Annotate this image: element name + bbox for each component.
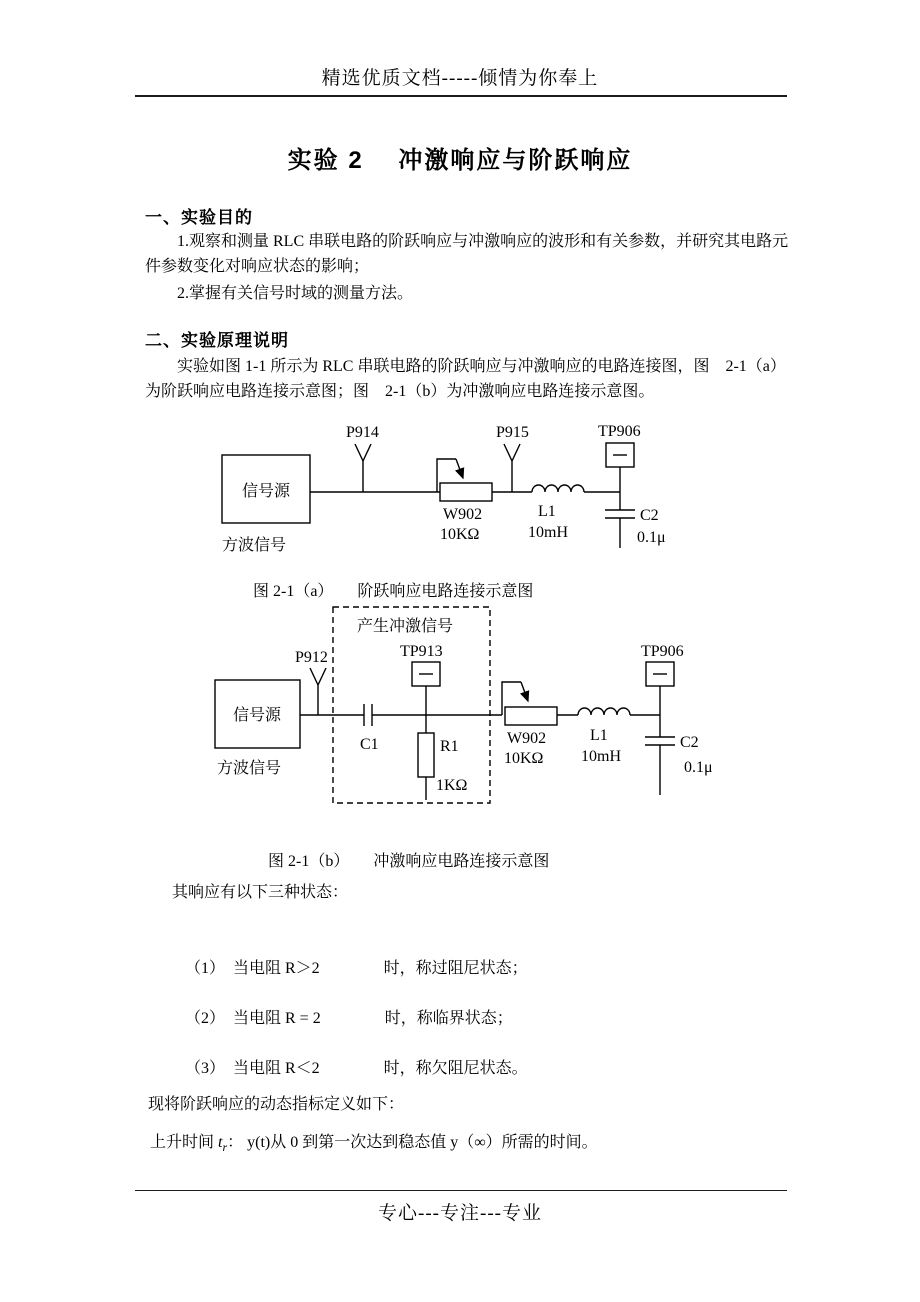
rise-time-subscript: r <box>222 1140 228 1155</box>
doc-title: 实验 2 冲激响应与阶跃响应 <box>287 147 633 174</box>
r1-value: 1KΩ <box>436 777 468 794</box>
footer-text: 专心---专注---专业 <box>378 1203 542 1224</box>
square-wave-label-a: 方波信号 <box>222 537 287 554</box>
l1-value-a: 10mH <box>528 524 568 541</box>
purpose-item-2: 2.掌握有关信号时域的测量方法。 <box>177 285 414 302</box>
rise-time-symbol: t <box>218 1134 223 1151</box>
square-wave-label-b: 方波信号 <box>217 760 282 777</box>
w902-value-b: 10KΩ <box>504 750 544 767</box>
test-point-tp906-a-icon <box>606 443 634 492</box>
states-intro: 其响应有以下三种状态： <box>172 884 349 901</box>
signal-source-label-b: 信号源 <box>232 707 282 724</box>
r1-label: R1 <box>440 738 459 755</box>
rise-time-prefix: 上升时间 <box>150 1134 219 1151</box>
impulse-box-label: 产生冲激信号 <box>357 618 454 635</box>
page-header <box>0 63 920 90</box>
principle-intro: 实验如图 1-1 所示为 RLC 串联电路的阶跃响应与冲激响应的电路连接图，图 2-1（a）为阶跃响应电路连接示意图；图 2-1（b）为冲激响应电路连接示意图。 <box>145 358 786 400</box>
potentiometer-w902-a-icon <box>437 459 492 501</box>
c2-value-a: 0.1μ <box>637 529 666 546</box>
c2-label-a: C2 <box>640 507 659 524</box>
page-footer <box>0 1198 920 1225</box>
l1-label-b: L1 <box>590 727 608 744</box>
tp913-label: TP913 <box>400 643 443 660</box>
figure-b-caption: 图 2-1（b） 冲激响应电路连接示意图 <box>268 853 550 870</box>
section-principle-heading: 二、实验原理说明 <box>145 331 289 350</box>
signal-source-label-a: 信号源 <box>241 483 291 500</box>
state-overdamped: （1） 当电阻 R＞2 时，称过阻尼状态； <box>185 960 528 977</box>
antenna-p915-icon <box>504 444 520 492</box>
impulse-generator-dashed-box <box>333 607 490 803</box>
footer-divider <box>135 1190 787 1191</box>
inductor-l1-a-icon <box>532 485 584 492</box>
header-text: 精选优质文档-----倾情为你奉上 <box>321 68 599 89</box>
figure-a-caption: 图 2-1（a） 阶跃响应电路连接示意图 <box>253 583 534 600</box>
w902-label-a: W902 <box>443 506 483 523</box>
antenna-p912-icon <box>310 668 326 715</box>
c1-label: C1 <box>360 736 379 753</box>
rise-time-rest: ： y(t)从 0 到第一次达到稳态值 y（∞）所需的时间。 <box>227 1134 598 1151</box>
tp906-label-a: TP906 <box>598 423 641 440</box>
resistor-r1-icon <box>418 715 434 800</box>
circuit-diagram-b <box>0 600 920 852</box>
tp906-label-b: TP906 <box>641 643 684 660</box>
antenna-p914-icon <box>355 444 371 492</box>
w902-label-b: W902 <box>507 730 547 747</box>
l1-value-b: 10mH <box>581 748 621 765</box>
inductor-l1-b-icon <box>578 708 630 715</box>
circuit-diagram-a <box>0 420 920 582</box>
dynamics-intro: 现将阶跃响应的动态指标定义如下： <box>148 1096 405 1113</box>
p912-label: P912 <box>295 649 328 666</box>
w902-value-a: 10KΩ <box>440 526 480 543</box>
state-underdamped: （3） 当电阻 R＜2 时，称欠阻尼状态。 <box>185 1060 528 1077</box>
probe-p915-label: P915 <box>496 424 529 441</box>
state-critical: （2） 当电阻 R = 2 时，称临界状态； <box>185 1010 513 1027</box>
probe-p914-label: P914 <box>346 424 379 441</box>
c2-value-b: 0.1μ <box>684 759 713 776</box>
test-point-tp906-b-icon <box>646 662 674 715</box>
potentiometer-w902-b-icon <box>502 682 557 725</box>
capacitor-c2-a-icon <box>605 492 635 548</box>
l1-label-a: L1 <box>538 503 556 520</box>
purpose-item-1: 1.观察和测量 RLC 串联电路的阶跃响应与冲激响应的波形和有关参数，并研究其电路元件参数变化对响应状态的影响； <box>145 233 789 275</box>
rise-time-definition <box>150 1130 598 1160</box>
test-point-tp913-icon <box>412 662 440 715</box>
header-divider <box>135 95 787 97</box>
c2-label-b: C2 <box>680 734 699 751</box>
capacitor-c2-b-icon <box>645 715 675 795</box>
capacitor-c1-icon <box>364 704 372 726</box>
section-purpose-heading: 一、实验目的 <box>145 208 253 227</box>
